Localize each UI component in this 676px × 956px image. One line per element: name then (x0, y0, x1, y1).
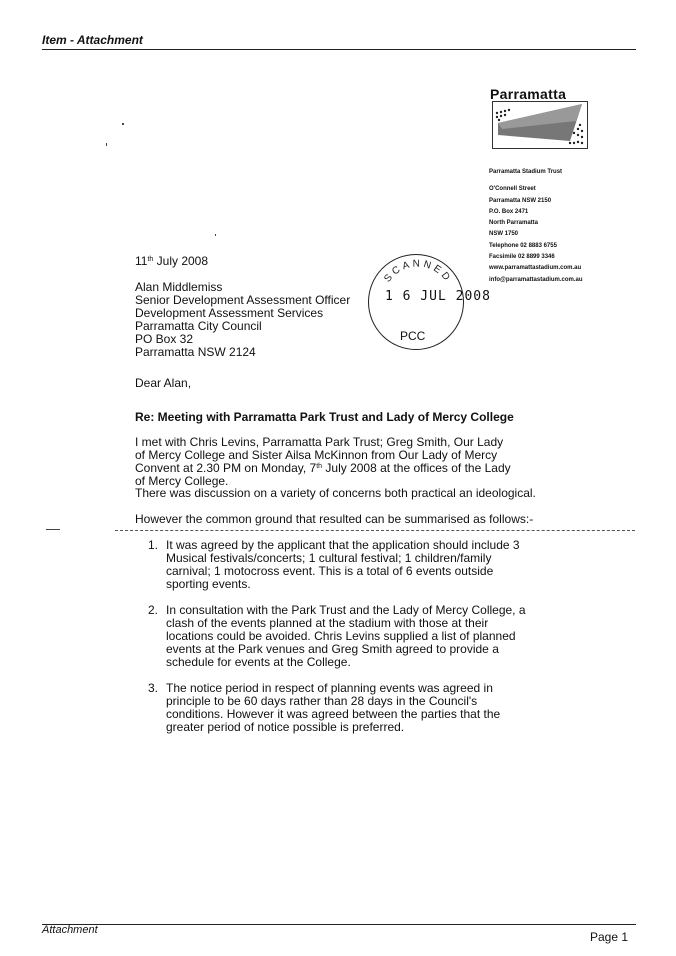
trust-facsimile: Facsimile 02 8899 3346 (489, 254, 555, 261)
trust-po-box: P.O. Box 2471 (489, 208, 529, 215)
scan-mark (122, 123, 124, 125)
paragraph-meeting-text: I met with Chris Levins, Parramatta Park Trust; Greg Smith, Our Lady of Mercy College and Sister Ailsa McKinnon from Our Lady of Mercy Convent at 2.30 PM on Monday, 7 (135, 435, 504, 475)
stamp-date: 1 6 JUL 2008 (385, 289, 491, 304)
letter-date-rest: July 2008 (153, 254, 209, 268)
paragraph-meeting-sup: th (316, 463, 323, 470)
footer-label: Attachment (42, 924, 98, 936)
subject-line: Re: Meeting with Parramatta Park Trust and Lady of Mercy College (135, 410, 514, 424)
scan-mark (215, 234, 216, 236)
recipient-address (135, 281, 350, 359)
trust-street: O'Connell Street (489, 186, 536, 193)
scan-mark (46, 529, 60, 530)
address-line: Parramatta NSW 2124 (135, 345, 256, 359)
list-item-number: 1. (148, 538, 159, 552)
header-title: Item - Attachment (42, 33, 143, 47)
address-line: Alan Middlemiss (135, 280, 223, 294)
list-item (135, 682, 530, 734)
paragraph-summary: However the common ground that resulted can be summarised as follows:- (135, 512, 534, 526)
letter-date (135, 255, 208, 268)
page-number: Page 1 (590, 930, 629, 944)
trust-email: info@parramattastadium.com.au (489, 276, 583, 283)
scan-artifact-line (115, 530, 635, 531)
list-item-number: 2. (148, 603, 159, 617)
salutation: Dear Alan, (135, 376, 192, 390)
list-item-text: It was agreed by the applicant that the application should include 3 Musical festivals/concerts; 1 cultural festival; 1 children/family carnival; 1 motocross event. This is a total of 6 events outside sporting events. (166, 538, 520, 591)
list-item (135, 604, 530, 669)
trust-north: North Parramatta (489, 220, 539, 227)
address-line: Development Assessment Services (135, 306, 324, 320)
letter-date-day: 11 (135, 254, 148, 268)
header-rule (42, 49, 636, 50)
trust-nsw: NSW 1750 (489, 231, 519, 238)
letter-date-suffix: th (147, 256, 154, 263)
trust-address-block (489, 167, 609, 286)
trust-name: Parramatta Stadium Trust (489, 169, 563, 175)
address-line: PO Box 32 (135, 332, 194, 346)
svg-text:SCANNED: SCANNED (382, 258, 454, 286)
trust-web: www.parramattastadium.com.au (489, 265, 582, 272)
address-line: Parramatta City Council (135, 319, 262, 333)
scan-mark (106, 143, 107, 146)
paragraph-discussion: There was discussion on a variety of concerns both practical an ideological. (135, 486, 536, 500)
list-item (135, 539, 530, 591)
agreement-list (135, 539, 530, 747)
list-item-text: In consultation with the Park Trust and the Lady of Mercy College, a clash of the events planned at the stadium with those at their locations could be avoided. Chris Levins supplied a list of planned events at the Park venues and Greg Smith agreed to provide a schedule for events at the College. (166, 603, 526, 669)
stadium-logo-icon (492, 101, 588, 149)
footer-rule (42, 924, 636, 925)
stamp-office: PCC (400, 329, 426, 343)
list-item-text: The notice period in respect of planning events was agreed in principle to be 60 days rather than 28 days in the Council's conditions. However it was agreed between the parties that the greater period of notice possible is preferred. (166, 681, 501, 734)
list-item-number: 3. (148, 681, 159, 695)
address-line: Senior Development Assessment Officer (135, 293, 351, 307)
paragraph-meeting-text-end: July 2008 at the offices of the Lady of Mercy College. (135, 461, 511, 488)
trust-suburb: Parramatta NSW 2150 (489, 197, 552, 204)
paragraph-meeting (135, 436, 515, 488)
logo-name: Parramatta (490, 86, 567, 102)
trust-telephone: Telephone 02 8883 6755 (489, 242, 557, 249)
